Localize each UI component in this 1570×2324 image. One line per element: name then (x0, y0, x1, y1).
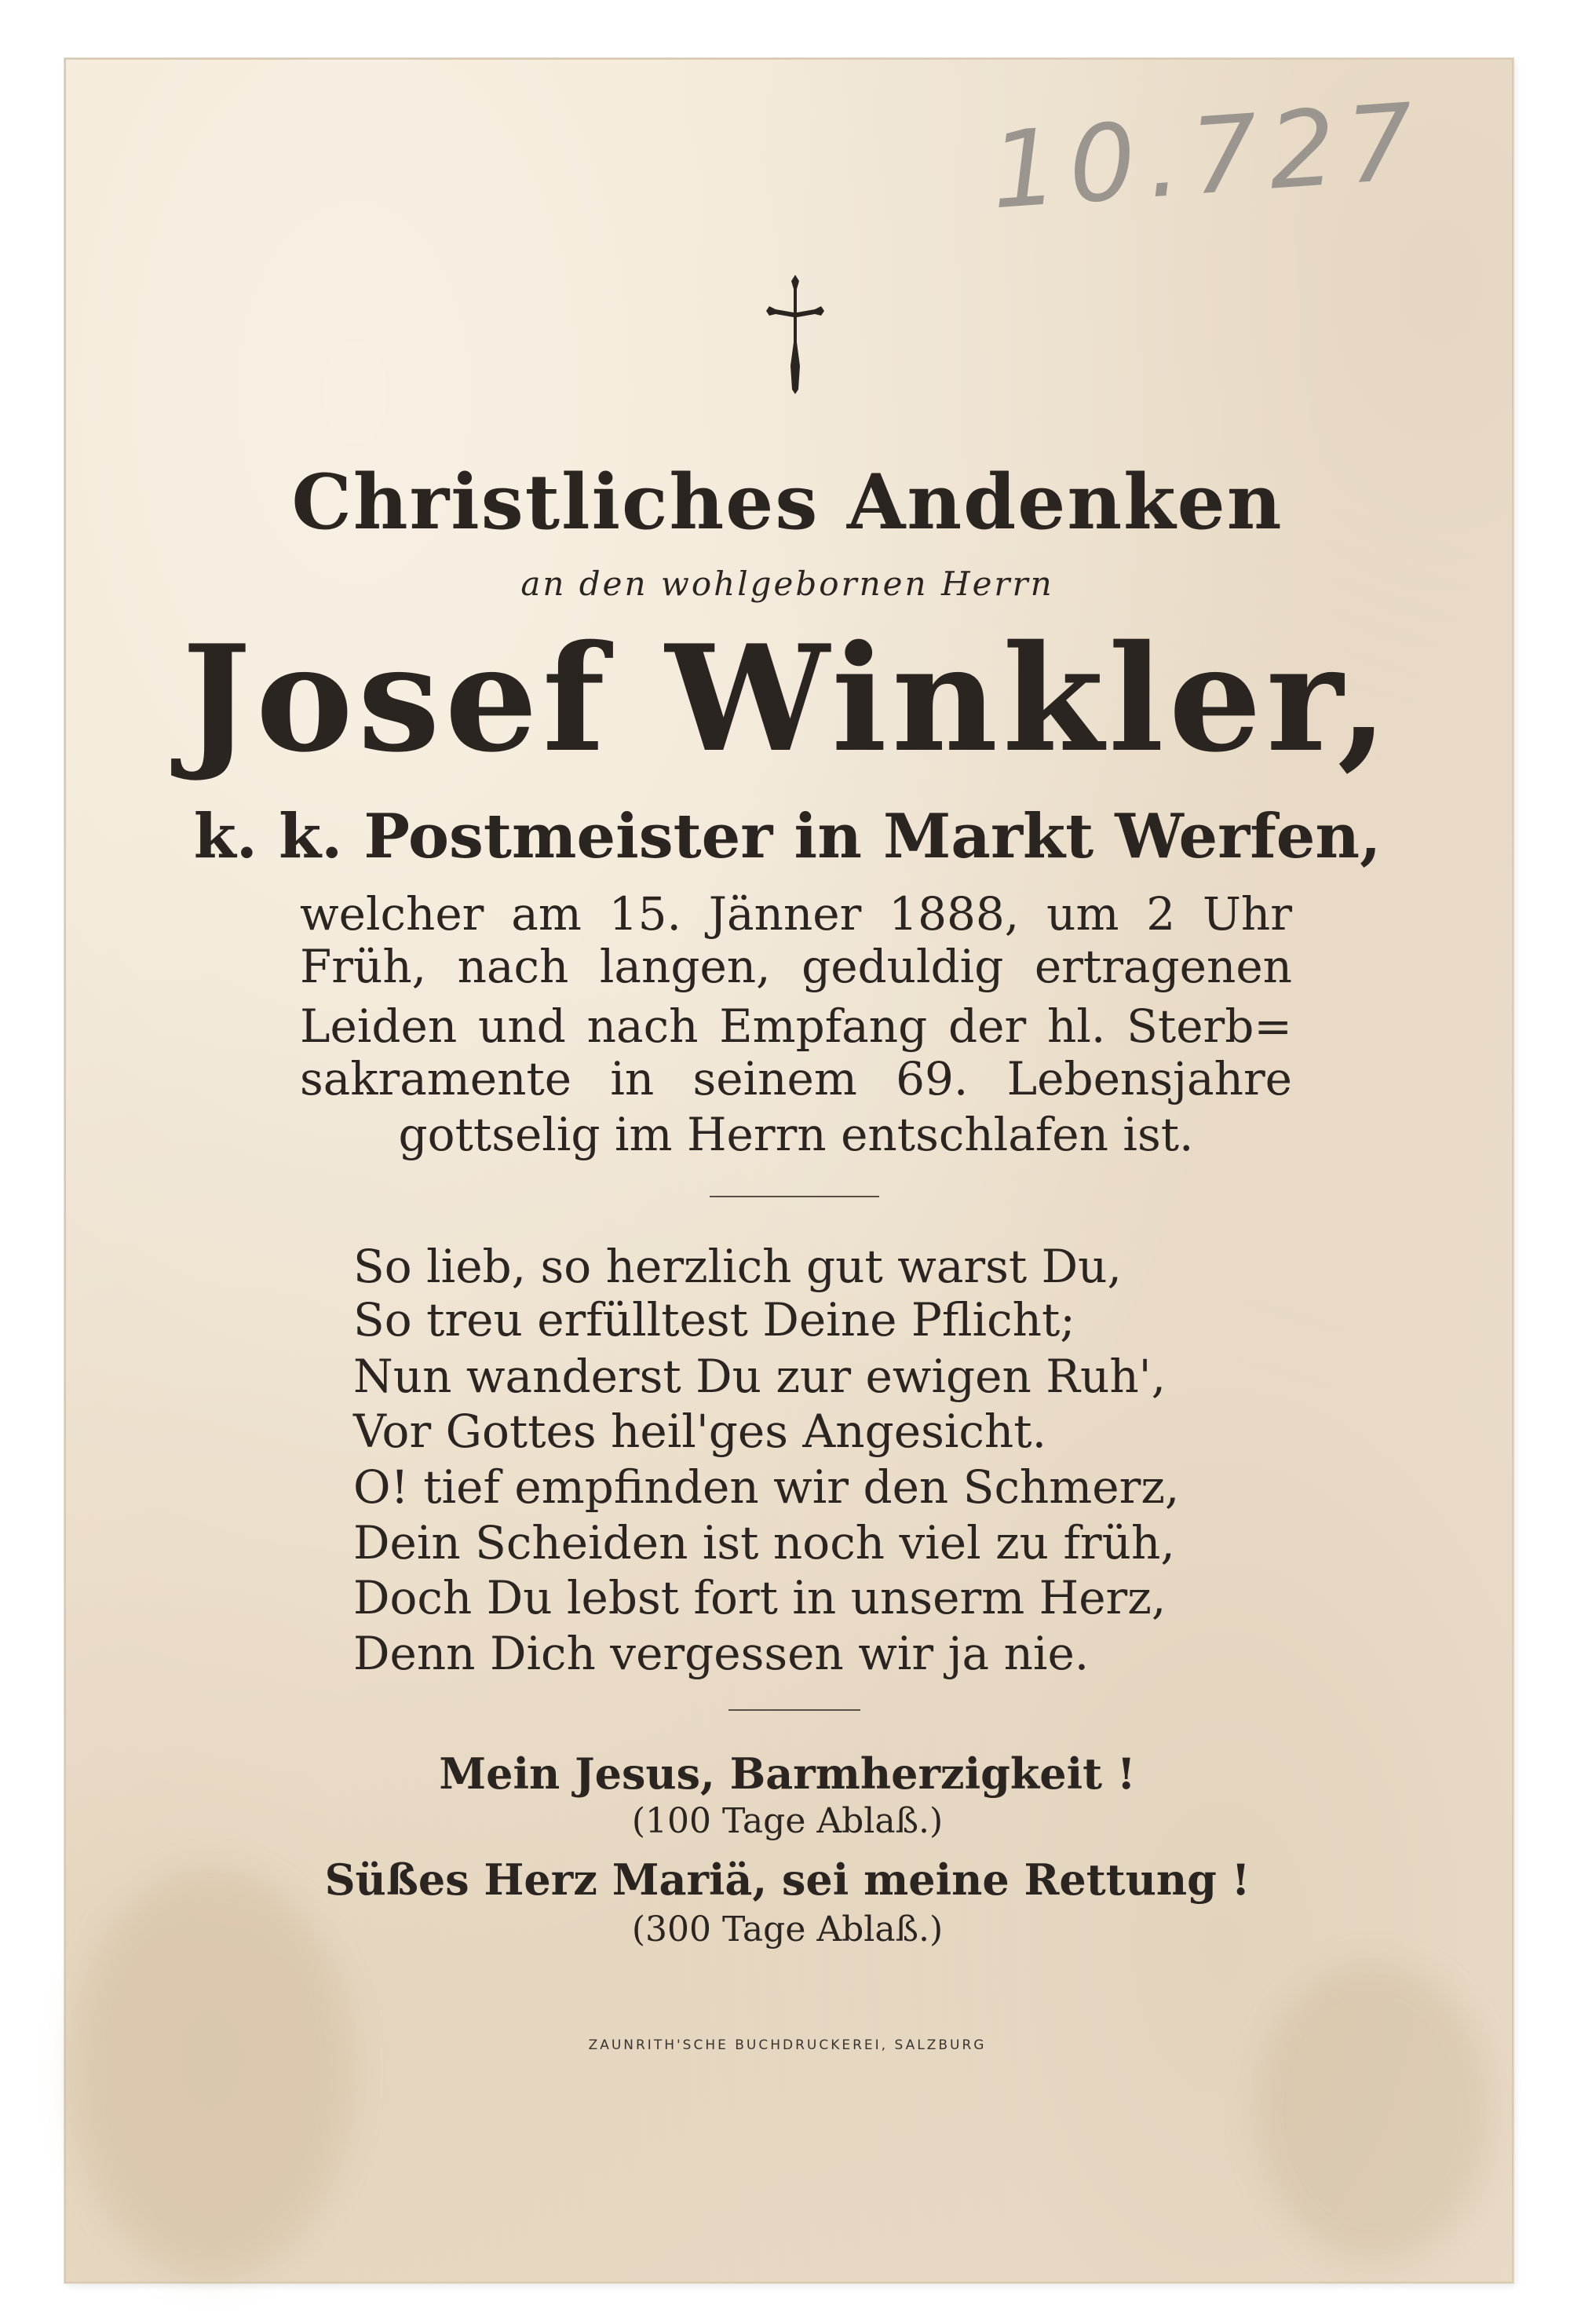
death-notice-line: Früh, nach langen, geduldig ertragenen (300, 940, 1292, 993)
printer-imprint: ZAUNRITH'SCHE BUCHDRUCKEREI, SALZBURG (588, 2037, 987, 2053)
indulgence-line: (100 Tage Ablaß.) (631, 1801, 944, 1841)
death-notice-line: welcher am 15. Jänner 1888, um 2 Uhr (300, 887, 1292, 941)
verse-line: So treu erfülltest Deine Pflicht; (353, 1293, 1075, 1347)
handwritten-inventory-number: 10.727 (987, 80, 1429, 233)
verse-line: Vor Gottes heil'ges Angesicht. (353, 1405, 1046, 1458)
verse-line: Denn Dich vergessen wir ja nie. (353, 1627, 1090, 1680)
verse-line: Doch Du lebst fort in unserm Herz, (353, 1571, 1167, 1624)
dedication-line: an den wohlgebornen Herrn (520, 565, 1054, 603)
verse-line: Nun wanderst Du zur ewigen Ruh', (353, 1350, 1167, 1403)
deceased-name: Josef Winkler, (181, 612, 1393, 784)
paper-stain (1256, 1963, 1492, 2261)
prayer-line: Süßes Herz Mariä, sei meine Rettung ! (324, 1854, 1251, 1905)
deceased-office: k. k. Postmeister in Markt Werfen, (193, 801, 1382, 872)
death-notice-line: Leiden und nach Empfang der hl. Sterb= (300, 999, 1292, 1053)
divider (710, 1196, 879, 1197)
death-notice-line: gottselig im Herrn entschlafen ist. (398, 1108, 1194, 1161)
divider (728, 1709, 860, 1711)
card-heading: Christliches Andenken (291, 458, 1283, 546)
indulgence-line: (300 Tage Ablaß.) (631, 1909, 944, 1949)
verse-line: O! tief empfinden wir den Schmerz, (353, 1460, 1180, 1514)
verse-line: Dein Scheiden ist noch viel zu früh, (353, 1516, 1175, 1569)
prayer-line: Mein Jesus, Barmherzigkeit ! (439, 1748, 1136, 1799)
verse-line: So lieb, so herzlich gut warst Du, (353, 1240, 1122, 1293)
cross-icon (760, 272, 831, 397)
death-notice-line: sakramente in seinem 69. Lebensjahre (300, 1052, 1292, 1105)
